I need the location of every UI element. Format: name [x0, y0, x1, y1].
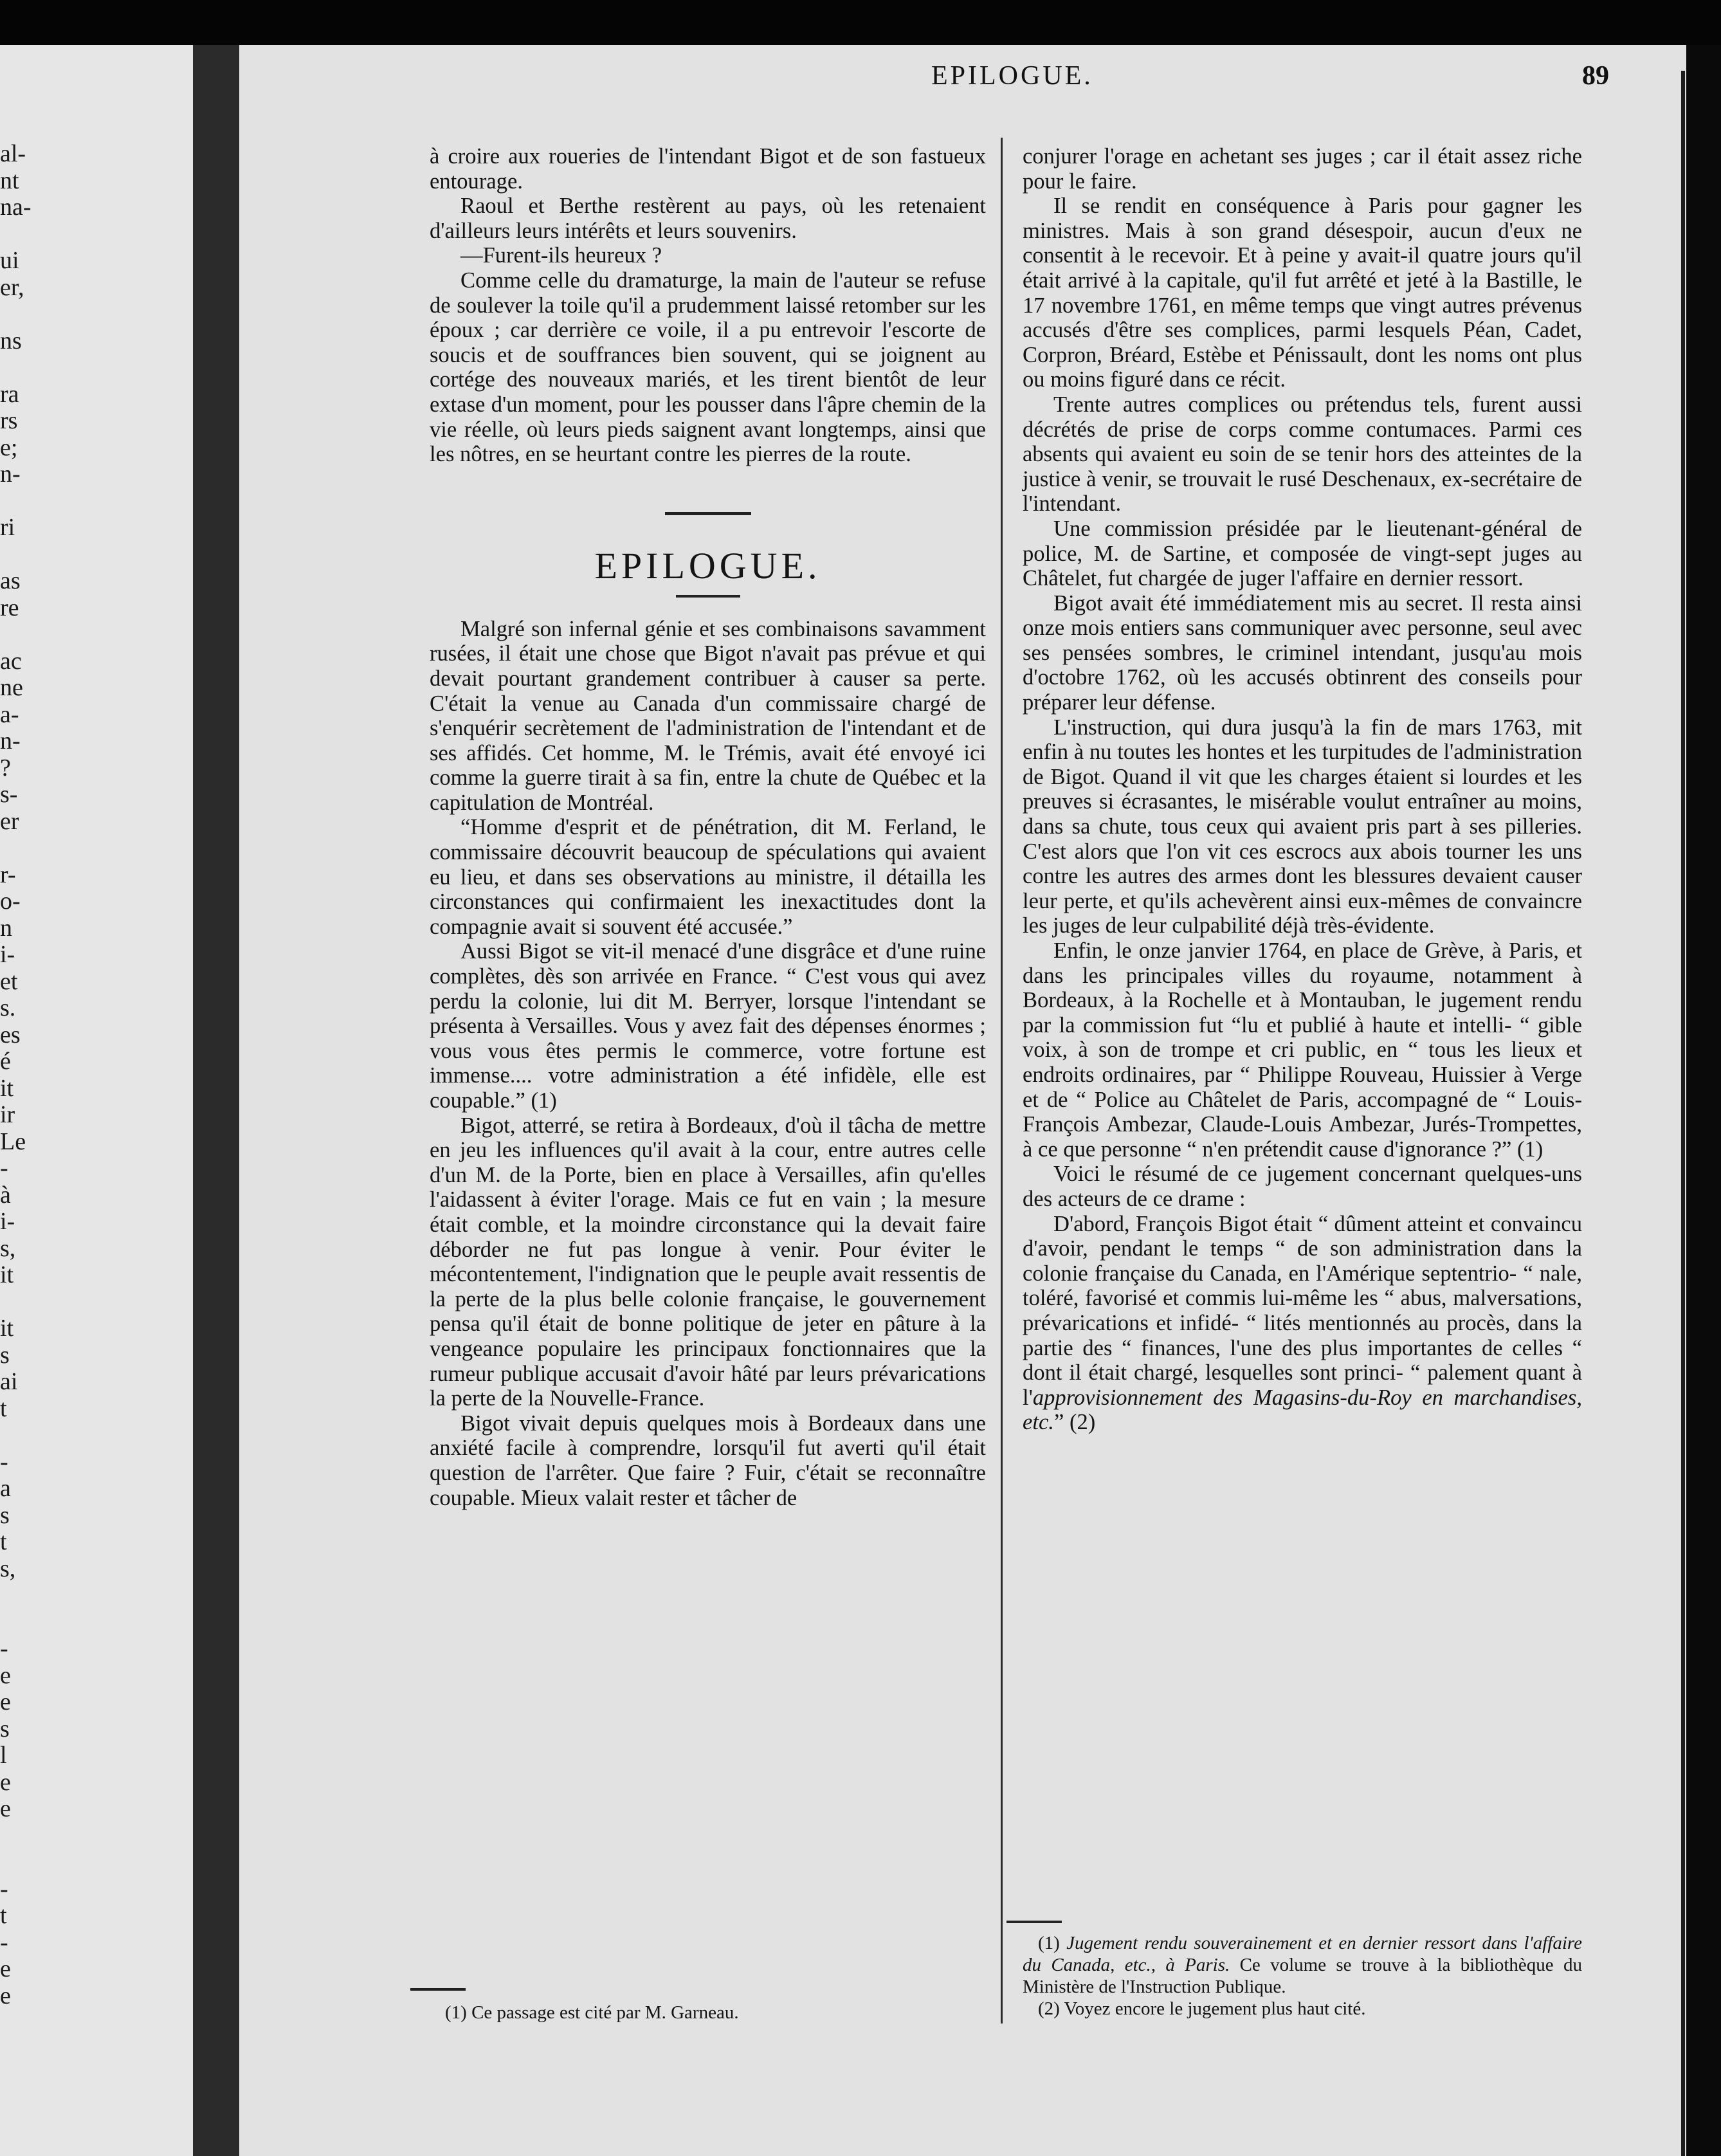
- left-page-fragment: e: [0, 1955, 11, 1982]
- paragraph: conjurer l'orage en achetant ses juges ; car il était assez riche pour le faire.: [1023, 144, 1582, 194]
- paragraph: Une commission présidée par le lieutenant-général de police, M. de Sartine, et composée de vingt-sept juges au Châtelet, fut chargée de juger l'affaire en dernier ressort.: [1023, 516, 1582, 591]
- paragraph: Comme celle du dramaturge, la main de l'auteur se refuse de soulever la toile qu'il a prudemment laissé retomber sur les époux ; car derrière ce voile, il a pu entrevoir l'escorte de soucis et de souffrances bien souvent, qui se joignent au cortége des nouveaux mariés, et les tirent bientôt de leur extase d'un moment, pour les pousser dans l'âpre chemin de la vie réelle, où leurs pieds saignent avant longtemps, ainsi que les nôtres, en se heurtant contre les pierres de la route.: [430, 268, 986, 467]
- left-page-fragment: it: [0, 1074, 14, 1102]
- left-page-fragment: e: [0, 1688, 11, 1715]
- left-page-fragment: s-: [0, 781, 18, 808]
- footnote: [1023, 1998, 1582, 2020]
- left-page-fragment: n-: [0, 461, 21, 488]
- left-page-fragment: -: [0, 1635, 8, 1662]
- paragraph-text: D'abord, François Bigot était “ dûment atteint et convaincu d'avoir, pendant le temps “ de son administration dans la colonie française du Canada, en l'Amérique septentrio- “ nale, toléré, favorisé et commis lui-même les “ abus, malversations, prévarications et infidé- “ lités mentionnés au procès, dans la partie des “ finances, l'une des plus importantes de celles “ dont il était chargé, lesquelles sont princi- “ palement quant à l': [1023, 1211, 1582, 1410]
- section-title: EPILOGUE.: [594, 544, 821, 587]
- left-page-fragment: re: [0, 594, 19, 621]
- footnote-italic: Jugement rendu souverainement et en dernier ressort dans l'affaire du Canada, etc., à Paris.: [1023, 1933, 1582, 1975]
- left-page-fragment: s.: [0, 994, 16, 1021]
- paragraph: [1023, 1212, 1582, 1435]
- left-page-fragment: rs: [0, 407, 18, 434]
- left-page-fragment: -: [0, 1448, 8, 1475]
- left-page-fragment: t: [0, 1394, 7, 1422]
- left-page-fragment: l: [0, 1742, 7, 1769]
- left-page-fragment: e: [0, 1982, 11, 2009]
- left-page-fragment: na-: [0, 194, 32, 221]
- paragraph: Voici le résumé de ce jugement concernant quelques-uns des acteurs de ce drame :: [1023, 1162, 1582, 1211]
- left-page-fragment: nt: [0, 167, 19, 194]
- left-page-fragment: -: [0, 1928, 8, 1956]
- paragraph: à croire aux roueries de l'intendant Bigot et de son fastueux entourage.: [430, 144, 986, 194]
- left-page-fragment: à: [0, 1181, 11, 1209]
- footnote-rule-left: [410, 1988, 466, 1991]
- left-page-fragment: ?: [0, 754, 11, 781]
- left-page-fragment: -: [0, 1875, 8, 1903]
- footnote-text: Voyez encore le jugement plus haut cité.: [1064, 1998, 1366, 2019]
- paragraph: Enfin, le onze janvier 1764, en place de Grève, à Paris, et dans les principales villes du royaume, notamment à Bordeaux, à la Rochelle et à Montauban, le jugement rendu par la commission fut “lu et publié à haute et intelli- “ gible voix, à son de trompe et cri public, en “ tous les lieux et endroits ordinaires, par “ Philippe Rouveau, Huissier à Verge et de “ Police au Châtelet de Paris, accompagné de “ Louis-François Ambezar, Claude-Louis Ambezar, Jurés-Trompettes, à ce que personne “ n'en prétendit cause d'ignorance ?” (1): [1023, 938, 1582, 1162]
- left-page-fragment: o-: [0, 888, 21, 915]
- footnotes-right: [1023, 1932, 1582, 2020]
- footnote-left: [430, 2002, 983, 2024]
- left-page-fragment: s: [0, 1341, 10, 1369]
- footnote-text: Ce volume se trouve à la bibliothèque du Ministère de l'Instruction Publique.: [1023, 1955, 1582, 1997]
- left-page-fragment: ns: [0, 327, 22, 354]
- page-edge-shadow: [1681, 71, 1685, 2156]
- left-page-fragment: al-: [0, 140, 26, 167]
- paragraph: Trente autres complices ou prétendus tels, furent aussi décrétés de prise de corps comme contumaces. Parmi ces absents qui avaient eu soin de se tenir hors des atteintes de la justice à venir, se trouvait le rusé Deschenaux, ex-secrétaire de l'intendant.: [1023, 392, 1582, 516]
- left-page-edge: [0, 45, 193, 2156]
- left-page-fragment: s,: [0, 1234, 16, 1262]
- left-page-fragment: er,: [0, 273, 24, 301]
- footnote: (1) Ce passage est cité par M. Garneau.: [445, 2002, 739, 2023]
- left-page-fragment: it: [0, 1315, 14, 1342]
- paragraph: Bigot vivait depuis quelques mois à Bordeaux dans une anxiété facile à comprendre, lorsqu'il fut averti qu'il était question de l'arrêter. Que faire ? Fuir, c'était se reconnaître coupable. Mieux valait rester et tâcher de: [430, 1411, 986, 1510]
- footnote-mark: (1): [1038, 1933, 1067, 1953]
- left-page-fragment: et: [0, 967, 18, 995]
- left-column: [430, 144, 986, 1510]
- left-page-fragment: r-: [0, 861, 16, 888]
- left-page-fragment: ri: [0, 514, 15, 541]
- column-rule: [1001, 138, 1003, 2024]
- left-page-fragment: é: [0, 1048, 11, 1075]
- left-page-fragment: e;: [0, 434, 18, 461]
- footnote-rule-right: [1006, 1921, 1062, 1923]
- running-title: EPILOGUE.: [931, 61, 1093, 91]
- left-page-fragment: ne: [0, 674, 23, 701]
- left-page-fragment: a-: [0, 700, 19, 728]
- paragraph: Il se rendit en conséquence à Paris pour gagner les ministres. Mais à son grand désespoir, aucun d'eux ne consentit à le recevoir. Et à peine y avait-il quatre jours qu'il était arrivé à la capitale, qu'il fut arrêté et jeté à la Bastille, le 17 novembre 1761, en même temps que vingt autres prévenus accusés d'être ses complices, parmi lesquels Péan, Cadet, Corpron, Bréard, Estèbe et Pénissault, dont les noms ont plus ou moins figuré dans ce récit.: [1023, 194, 1582, 392]
- paragraph: Bigot, atterré, se retira à Bordeaux, d'où il tâcha de mettre en jeu les influences qu'il avait à la cour, entre autres celle d'un M. de la Porte, bien en place à Versailles, afin qu'elles l'aidassent à éviter l'orage. Mais ce fut en vain ; la mesure était comble, et la moindre circonstance qui la devait faire déborder ne fut pas longue à venir. Pour éviter le mécontentement, l'indignation que le peuple avait ressentis de la perte de la plus belle colonie française, le gouvernement pensa qu'il était de bonne politique de jeter en pâture à la vengeance populaire les principaux fonctionnaires que la rumeur publique accusait d'avoir hâté par leurs prévarications la perte de la Nouvelle-France.: [430, 1113, 986, 1411]
- paragraph-italic-text: approvisionnement des Magasins-du-Roy en marchandises, etc.: [1023, 1385, 1582, 1435]
- left-page-fragment: e: [0, 1768, 11, 1796]
- paragraph: L'instruction, qui dura jusqu'à la fin de mars 1763, mit enfin à nu toutes les hontes et les turpitudes de l'administration de Bigot. Quand il vit que les charges étaient si lourdes et les preuves si écrasantes, le misérable voulut entraîner au moins, dans sa chute, tous ceux qui avaient pris part à ses pilleries. C'est alors que l'on vit ces escrocs aux abois tourner les uns contre les autres des armes dont les blessures devaient causer leur perte, et qu'ils achevèrent ainsi eux-mêmes de convaincre les juges de leur culpabilité déjà très-évidente.: [1023, 715, 1582, 938]
- left-page-fragment: a: [0, 1475, 11, 1502]
- left-page-fragment: ui: [0, 247, 19, 274]
- left-page-fragment: ac: [0, 647, 22, 675]
- left-page-fragment: Le: [0, 1128, 26, 1155]
- paragraph: Raoul et Berthe restèrent au pays, où les retenaient d'ailleurs leurs intérêts et leurs souvenirs.: [430, 194, 986, 243]
- paragraph: “Homme d'esprit et de pénétration, dit M. Ferland, le commissaire découvrit beaucoup de spéculations qui avaient eu lieu, et dans ses observations au ministre, il détailla les circonstances qui confirmaient les inexactitudes dont la compagnie avait si souvent été accusée.”: [430, 815, 986, 939]
- left-page-fragment: -: [0, 1155, 8, 1182]
- left-page-fragment: as: [0, 567, 21, 594]
- right-column: [1023, 144, 1582, 1435]
- paragraph: —Furent-ils heureux ?: [460, 243, 662, 268]
- right-scan-border: [1686, 45, 1721, 2156]
- left-page-fragment: t: [0, 1902, 7, 1929]
- book-gutter: [193, 45, 239, 2156]
- left-page-fragment: it: [0, 1261, 14, 1288]
- left-page-fragment: n: [0, 914, 12, 942]
- left-page-fragment: s: [0, 1501, 10, 1529]
- left-page-fragment: ir: [0, 1101, 15, 1128]
- left-page-fragment: e: [0, 1795, 11, 1822]
- left-page-fragment: s,: [0, 1555, 16, 1582]
- left-page-fragment: i-: [0, 1208, 15, 1235]
- heading-rule-bottom: [676, 595, 740, 598]
- left-page-fragment: ra: [0, 380, 19, 408]
- footnote-mark: (2): [1038, 1998, 1064, 2019]
- heading-rule-top: [665, 512, 751, 515]
- left-page-fragment: er: [0, 807, 19, 835]
- page-number: 89: [1582, 61, 1609, 91]
- left-page-fragment: n-: [0, 727, 21, 754]
- paragraph: Bigot avait été immédiatement mis au secret. Il resta ainsi onze mois entiers sans communiquer avec personne, seul avec ses pensées sombres, le criminel intendant, jusqu'au mois d'octobre 1762, où les accusés obtinrent des conseils pour préparer leur défense.: [1023, 590, 1582, 715]
- paragraph: Aussi Bigot se vit-il menacé d'une disgrâce et d'une ruine complètes, dès son arrivée en France. “ C'est vous qui avez perdu la colonie, lui dit M. Berryer, lorsque l'intendant se présenta à Versailles. Vous y avez fait des dépenses énormes ; vous vous êtes permis le commerce, votre fortune est immense.... votre administration a été infidèle, elle est coupable.” (1): [430, 939, 986, 1113]
- left-page-fragment: ai: [0, 1368, 18, 1395]
- footnote: [1023, 1932, 1582, 1998]
- left-page-fragment: i-: [0, 941, 15, 968]
- left-page-fragment: e: [0, 1661, 11, 1689]
- left-page-fragment: t: [0, 1528, 7, 1555]
- left-page-fragment: s: [0, 1715, 10, 1742]
- paragraph-tail: ” (2): [1053, 1410, 1096, 1435]
- paragraph: Malgré son infernal génie et ses combinaisons savamment rusées, il était une chose que Bigot n'avait pas prévue et qui devait pourtant grandement contribuer à causer sa perte. C'était la venue au Canada d'un commissaire chargé de s'enquérir secrètement de l'administration de l'intendant et de ses affidés. Cet homme, M. le Trémis, avait été envoyé ici comme la guerre tirait à sa fin, entre la chute de Québec et la capitulation de Montréal.: [430, 616, 986, 815]
- left-page-fragment: es: [0, 1021, 21, 1048]
